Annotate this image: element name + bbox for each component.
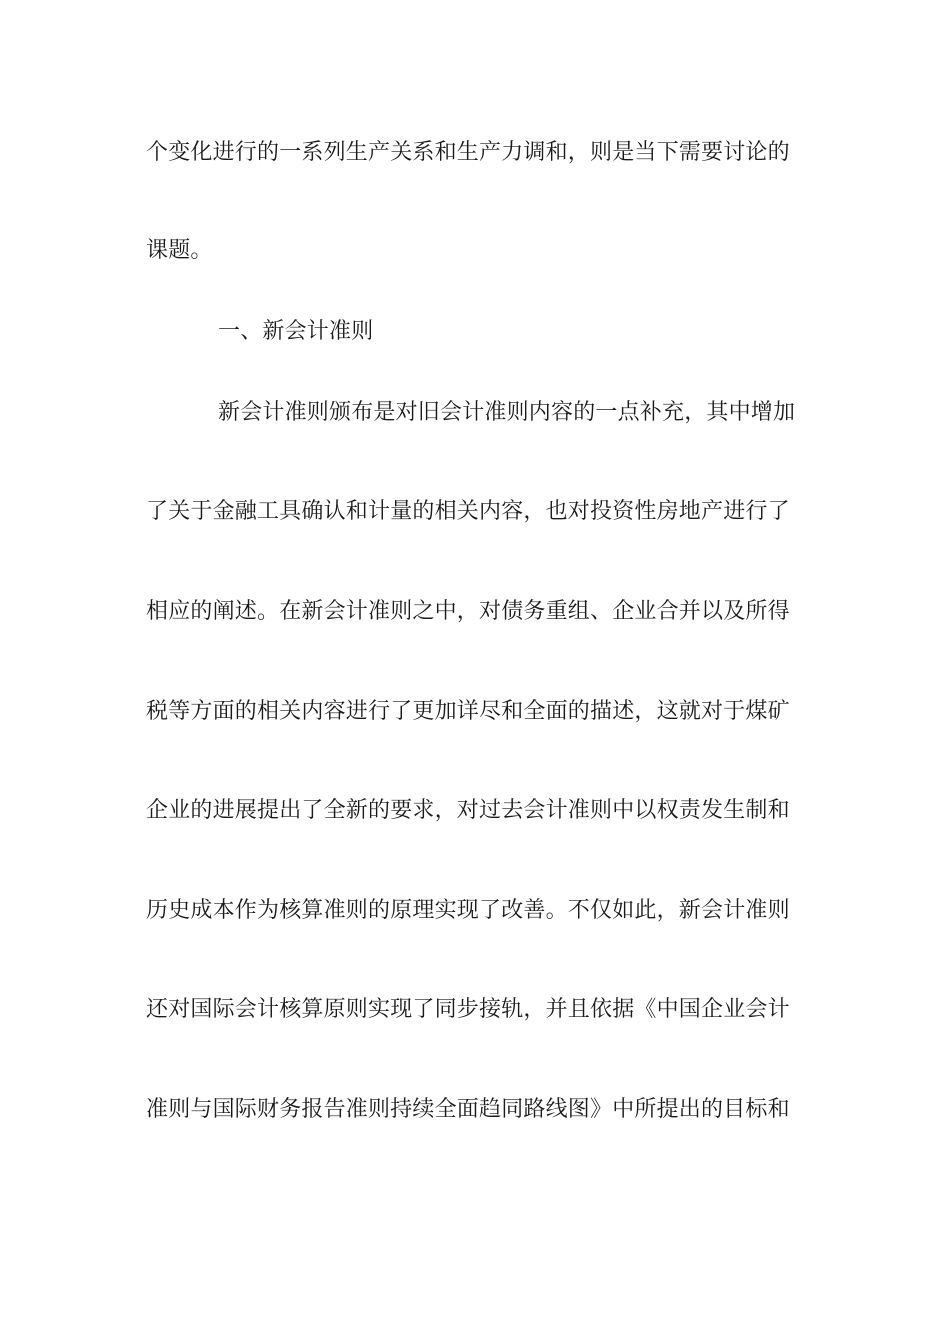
paragraph-line: 准则与国际财务报告准则持续全面趋同路线图》中所提出的目标和 (146, 1097, 790, 1122)
paragraph-line: 课题。 (146, 238, 213, 263)
paragraph-line: 相应的阐述。在新会计准则之中，对债务重组、企业合并以及所得 (146, 599, 790, 624)
paragraph-line: 税等方面的相关内容进行了更加详尽和全面的描述，这就对于煤矿 (146, 699, 790, 724)
paragraph-line: 企业的进展提出了全新的要求，对过去会计准则中以权责发生制和 (146, 798, 790, 823)
paragraph-line: 还对国际会计核算原则实现了同步接轨，并且依据《中国企业会计 (146, 997, 790, 1022)
paragraph-line: 新会计准则颁布是对旧会计准则内容的一点补充，其中增加 (218, 400, 796, 425)
paragraph-line: 了关于金融工具确认和计量的相关内容，也对投资性房地产进行了 (146, 499, 790, 524)
section-heading: 一、新会计准则 (218, 319, 374, 344)
paragraph-line: 个变化进行的一系列生产关系和生产力调和，则是当下需要讨论的 (146, 140, 790, 165)
paragraph-line: 历史成本作为核算准则的原理实现了改善。不仅如此，新会计准则 (146, 898, 790, 923)
